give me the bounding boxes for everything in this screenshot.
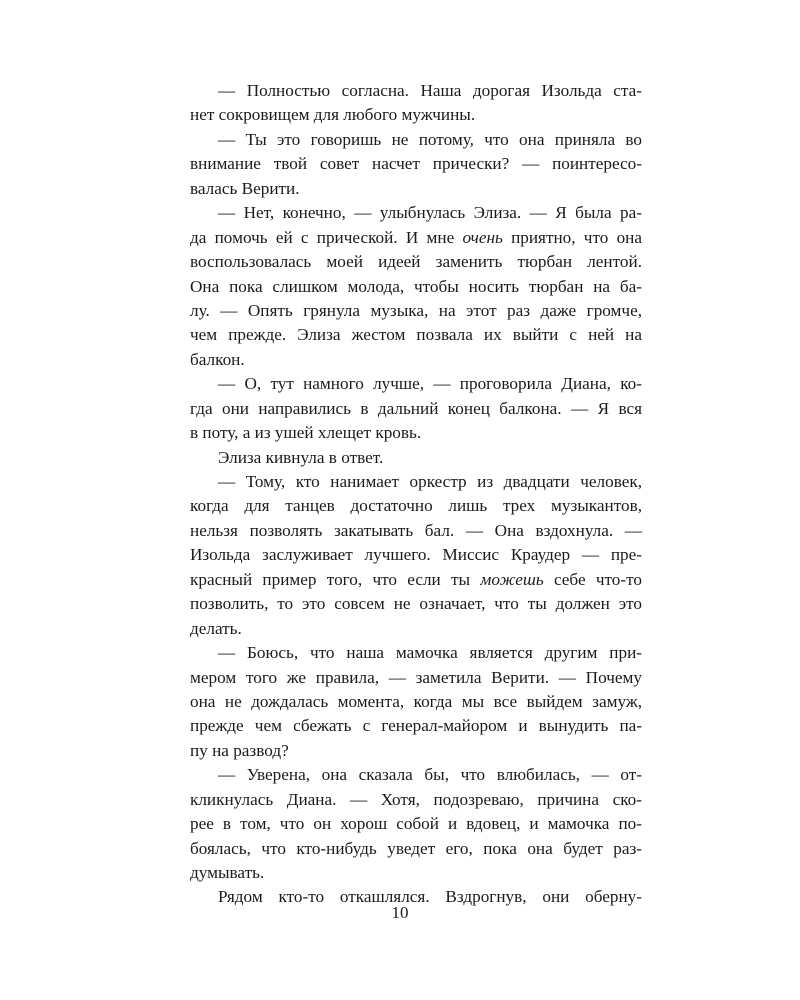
paragraph [190,641,642,763]
text-line: Элиза кивнула в ответ. [218,447,384,467]
emphasis: очень [462,227,503,247]
text-line: Рядом кто-то откашлялся. Вздрогнув, они оберну- [218,887,642,907]
text-line: нельзя позволять закатывать бал. — Она вздохнула. — [190,520,642,540]
paragraph [190,446,642,470]
text-line: боялась, что кто-нибудь уведет его, пока она будет раз- [190,838,642,858]
text-line: — Полностью согласна. Наша дорогая Изольда ста- [218,81,642,100]
text-line: внимание твой совет насчет прически? — поинтересо- [190,154,642,174]
text-line-with-italic: да помочь ей с прической. И мне очень приятно, что она [190,227,642,247]
text-line: кликнулась Диана. — Хотя, подозреваю, причина ско- [190,789,642,809]
text-line: пу на развод? [190,740,289,760]
text-line: она не дождалась момента, когда мы все выйдем замуж, [190,691,642,711]
text-line: Она пока слишком молода, чтобы носить тюрбан на ба- [190,276,642,296]
text-line: чем прежде. Элиза жестом позвала их выйти с ней на [190,325,642,345]
page-number: 10 [391,903,409,922]
text-line: — Боюсь, что наша мамочка является другим при- [218,643,642,663]
text-line: лу. — Опять грянула музыка, на этот раз даже громче, [190,300,642,320]
text-line: — Ты это говоришь не потому, что она приняла во [218,129,642,149]
text-line: делать. [190,618,242,638]
page-body-text [190,79,642,910]
text-line: думывать. [190,863,265,882]
text-line: балкон. [190,349,245,369]
text-line-with-italic: красный пример того, что если ты можешь себе что-то [190,569,642,589]
text-line: рее в том, что он хорош собой и вдовец, и мамочка по- [190,814,642,834]
paragraph [190,128,642,201]
text-line: валась Верити. [190,178,300,198]
paragraph [190,763,642,885]
text-line: — Нет, конечно, — улыбнулась Элиза. — Я была ра- [218,203,642,223]
paragraph [190,372,642,445]
emphasis: можешь [480,569,544,589]
text-line: позволить, то это совсем не означает, что ты должен это [190,594,642,614]
text-line: Изольда заслуживает лучшего. Миссис Краудер — пре- [190,545,642,565]
paragraph [190,79,642,128]
text-line: — Тому, кто нанимает оркестр из двадцати человек, [218,472,642,491]
paragraph [190,201,642,372]
text-line: в поту, а из ушей хлещет кровь. [190,423,422,443]
text-line: прежде чем сбежать с генерал-майором и вынудить па- [190,716,642,736]
text-line: — Уверена, она сказала бы, что влюбилась, — от- [218,765,642,785]
text-line: гда они направились в дальний конец балкона. — Я вся [190,398,642,418]
text-line: нет сокровищем для любого мужчины. [190,105,476,125]
paragraph [190,470,642,641]
text-line: воспользовалась моей идеей заменить тюрбан лентой. [190,252,642,272]
text-line: — О, тут намного лучше, — проговорила Диана, ко- [218,374,642,394]
text-line: когда для танцев достаточно лишь трех музыкантов, [190,496,642,516]
text-line: мером того же правила, — заметила Верити. — Почему [190,667,642,687]
